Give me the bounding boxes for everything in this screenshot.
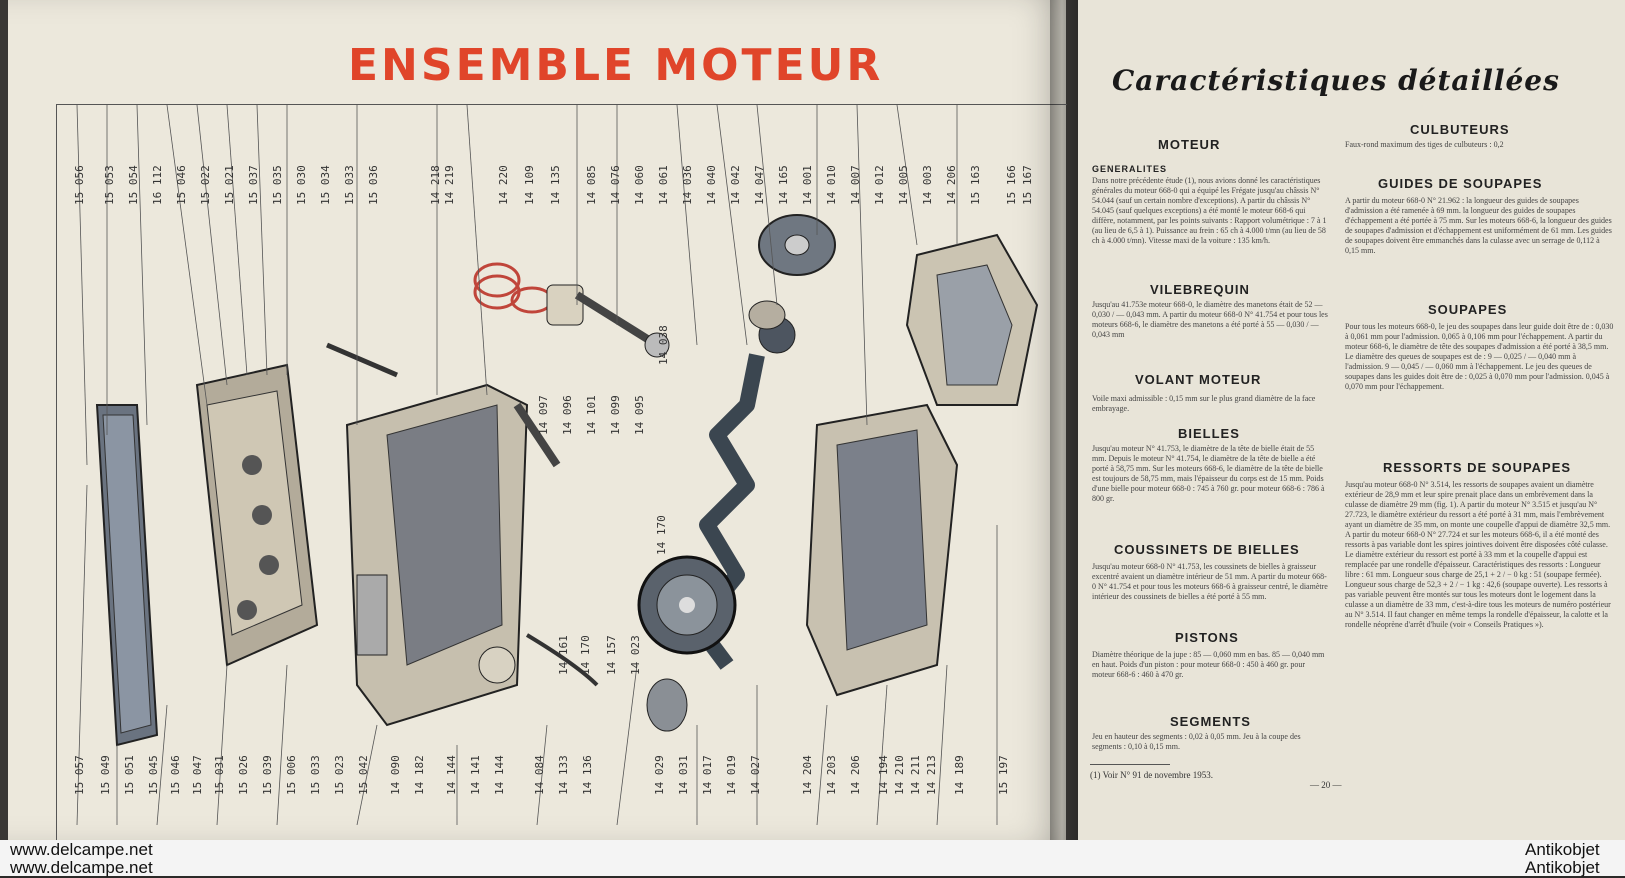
part-label: 14 101 — [585, 395, 598, 435]
watermark-left-top: www.delcampe.net — [10, 840, 153, 859]
part-label: 15 021 — [223, 165, 236, 205]
section-heading-guides-soupapes: GUIDES DE SOUPAPES — [1378, 176, 1543, 191]
part-label: 15 166 — [1005, 165, 1018, 205]
part-label: 14 090 — [389, 755, 402, 795]
part-label: 15 163 — [969, 165, 982, 205]
paragraph-culbuteurs: Faux-rond maximum des tiges de culbuteurs : 0,2 — [1345, 140, 1504, 149]
section-heading-vilebrequin: VILEBREQUIN — [1150, 282, 1250, 297]
page-title-ensemble-moteur: ENSEMBLE MOTEUR — [348, 40, 884, 91]
paragraph-guides-soupapes: A partir du moteur 668-0 N° 21.962 : la longueur des guides de soupapes d'admission a été ramenée à 69 mm. la longueur des guides de soupapes d'échappement a été portée à 75 mm. Sur les moteurs 668-6, la longueur des guides de soupapes d'admission et d'échappement est uniformément de 61 mm. Les guides de soupapes doivent être emmanchés dans la culasse avec un serrage de 0,112 à 0,15 mm. — [1345, 196, 1612, 255]
part-label: 14 005 — [897, 165, 910, 205]
part-label: 14 085 — [585, 165, 598, 205]
part-label: 14 095 — [633, 395, 646, 435]
part-label: 14 194 — [877, 755, 890, 795]
part-label: 14 182 — [413, 755, 426, 795]
part-label: 14 038 — [657, 325, 670, 365]
part-label: 14 001 — [801, 165, 814, 205]
section-heading-moteur: MOTEUR — [1158, 137, 1221, 152]
page-title-caracteristiques: Caractéristiques détaillées — [1112, 64, 1560, 97]
part-label: 14 136 — [581, 755, 594, 795]
part-label: 15 042 — [357, 755, 370, 795]
part-label: 14 084 — [533, 755, 546, 795]
part-label: 15 022 — [199, 165, 212, 205]
part-label: 15 045 — [147, 755, 160, 795]
part-label: 14 027 — [749, 755, 762, 795]
part-label: 14 010 — [825, 165, 838, 205]
part-label: 14 042 — [729, 165, 742, 205]
part-label: 15 035 — [271, 165, 284, 205]
engine-parts-illustration — [57, 105, 1057, 825]
watermark-left-bottom: www.delcampe.net — [10, 858, 153, 877]
page-gutter — [1050, 0, 1080, 840]
part-label: 14 219 — [443, 165, 456, 205]
part-label: 14 061 — [657, 165, 670, 205]
valve-cover-drawing — [97, 405, 157, 745]
part-label: 14 031 — [677, 755, 690, 795]
part-label: 15 036 — [367, 165, 380, 205]
part-label: 14 040 — [705, 165, 718, 205]
paragraph-soupapes: Pour tous les moteurs 668-0, le jeu des soupapes dans leur guide doit être de : 0,030 à 0,061 mm pour l'admission. 0,065 à 0,106 mm pour l'échappement. A partir du moteur 668-6, le diamètre de tête des soupapes d'admission a été porté à 38,5 mm. Le diamètre des queues de soupapes est de : 9 — 0,025 / — 0,040 mm à l'admission. 9 — 0,045 / — 0,060 mm à l'échappement. Le jeu des queues de soupapes dans les guides doit être de : 0,025 à 0,070 mm pour l'admission. 0,045 à 0,070 mm pour l'échappement. — [1345, 322, 1614, 391]
part-label: 14 203 — [825, 755, 838, 795]
part-label: 15 047 — [191, 755, 204, 795]
part-label: 14 204 — [801, 755, 814, 795]
part-label: 14 060 — [633, 165, 646, 205]
part-label: 15 054 — [127, 165, 140, 205]
section-heading-segments: SEGMENTS — [1170, 714, 1251, 729]
part-label: 15 057 — [73, 755, 86, 795]
watermark-right-bottom: Antikobjet — [1525, 858, 1600, 877]
part-label: 15 026 — [237, 755, 250, 795]
part-label: 15 046 — [169, 755, 182, 795]
part-label: 15 039 — [261, 755, 274, 795]
part-label: 14 135 — [549, 165, 562, 205]
section-heading-coussinets: COUSSINETS DE BIELLES — [1114, 542, 1300, 557]
part-label: 14 099 — [609, 395, 622, 435]
part-label: 15 056 — [73, 165, 86, 205]
part-label: 14 206 — [945, 165, 958, 205]
part-label: 14 211 — [909, 755, 922, 795]
part-label: 15 033 — [309, 755, 322, 795]
piston-rings-drawing — [475, 264, 583, 325]
part-label: 15 197 — [997, 755, 1010, 795]
timing-cover-drawing — [907, 235, 1037, 405]
paragraph-ressorts: Jusqu'au moteur 668-0 N° 3.514, les ressorts de soupapes avaient un diamètre extérieur de 28,9 mm et leur spire prenait place dans un embrèvement dans la culasse de diamètre 29 mm (fig. 1). A partir du moteur N° 3.515 et jusqu'au N° 27.723, le diamètre extérieur du ressort a été porté à 31 mm, mais l'embrèvement ayant un diamètre de 35 mm, on monte une coupelle d'appui de diamètre 32,5 mm. A partir du moteur 668-0 N° 27.724 et sur les moteurs 668-6, il a été monté des ressorts à pas variable dont les spires jointives doivent être disposées côté culasse. Le diamètre extérieur du ressort est porté à 33 mm et la coupelle d'appui est remplacée par une rondelle d'épaisseur. Caractéristiques des ressorts : Longueur libre : 61 mm. Longueur sous charge de 25,1 + 2 / − 0 kg : 51 (soupape fermée). Longueur sous charge de 52,3 + 2 / − 1 kg : 42,6 (soupape ouverte). Les ressorts à pas variable peuvent être montés sur tous les moteurs dont le logement dans la culasse a un diamètre de 33 mm, c'est-à-dire tous les moteurs de numéro postérieur au N° 3.514. Il faut changer en même temps la rondelle d'épaisseur, la calotte et la rondelle néoprène d'arrêt d'huile (voir « Conseils Pratiques »). — [1345, 480, 1611, 629]
part-label: 14 007 — [849, 165, 862, 205]
paragraph-vilebrequin: Jusqu'au 41.753e moteur 668-0, le diamètre des manetons était de 52 — 0,030 / — 0,043 mm. A partir du moteur 668-0 N° 41.754 et pour tous les moteurs 668-6, le diamètre des manetons a été porté à 55 — 0,030 / — 0,043 mm — [1092, 300, 1328, 339]
paragraph-volant-moteur: Voile maxi admissible : 0,15 mm sur le plus grand diamètre de la face embrayage. — [1092, 394, 1316, 413]
part-label: 15 030 — [295, 165, 308, 205]
part-label: 14 076 — [609, 165, 622, 205]
part-label: 14 157 — [605, 635, 618, 675]
paragraph-pistons: Diamètre théorique de la jupe : 85 — 0,060 mm en bas. 85 — 0,040 mm en haut. Poids d'un piston : pour moteur 668-0 : 450 à 460 gr. pour moteur 668-6 : 460 à 470 gr. — [1092, 650, 1325, 679]
part-label: 14 023 — [629, 635, 642, 675]
section-heading-bielles: BIELLES — [1178, 426, 1240, 441]
part-label: 14 017 — [701, 755, 714, 795]
part-label: 14 210 — [893, 755, 906, 795]
part-label: 14 165 — [777, 165, 790, 205]
dipstick-drawing — [327, 345, 397, 375]
paragraph-bielles: Jusqu'au moteur N° 41.753, le diamètre de la tête de bielle était de 55 mm. Depuis le moteur N° 41.754, le diamètre de la tête de bielle a été porté à 58,75 mm. Sur les moteurs 668-6, le diamètre de la tête de bielle est toujours de 58,75 mm, mais l'épaisseur du corps est de 15 mm. Poids d'une bielle pour moteur 668-0 : 745 à 760 gr. pour moteur 668-6 : 786 à 800 gr. — [1092, 444, 1325, 503]
part-label: 15 053 — [103, 165, 116, 205]
part-label: 14 029 — [653, 755, 666, 795]
section-heading-culbuteurs: CULBUTEURS — [1410, 122, 1510, 137]
watermark-bar — [0, 840, 1625, 876]
part-label: 14 036 — [681, 165, 694, 205]
paragraph-segments: Jeu en hauteur des segments : 0,02 à 0,05 mm. Jeu à la coupe des segments : 0,10 à 0,15 mm. — [1092, 732, 1301, 751]
part-label: 14 144 — [493, 755, 506, 795]
part-label: 15 034 — [319, 165, 332, 205]
part-label: 15 006 — [285, 755, 298, 795]
section-heading-pistons: PISTONS — [1175, 630, 1239, 645]
part-label: 14 012 — [873, 165, 886, 205]
part-label: 14 213 — [925, 755, 938, 795]
part-label: 14 047 — [753, 165, 766, 205]
part-label: 14 003 — [921, 165, 934, 205]
section-heading-soupapes: SOUPAPES — [1428, 302, 1508, 317]
footnote-divider — [1090, 764, 1170, 765]
part-label: 15 051 — [123, 755, 136, 795]
part-label: 15 037 — [247, 165, 260, 205]
left-page — [8, 0, 1066, 840]
pulley-drawing — [749, 215, 835, 329]
part-label: 15 046 — [175, 165, 188, 205]
section-heading-volant-moteur: VOLANT MOTEUR — [1135, 372, 1262, 387]
connecting-rod-drawing — [517, 295, 669, 465]
part-label: 14 141 — [469, 755, 482, 795]
page-number: — 20 — — [1310, 780, 1342, 790]
exploded-engine-diagram — [56, 104, 1067, 845]
section-heading-ressorts: RESSORTS DE SOUPAPES — [1383, 460, 1572, 475]
paragraph-coussinets: Jusqu'au moteur 668-0 N° 41.753, les coussinets de bielles à graisseur excentré avaient un diamètre intérieur de 51 mm. A partir du moteur 668-0 N° 41.754 et pour tous les moteurs 668-6 à graisseur centré, le diamètre intérieur des coussinets de bielles a été porté à 55 mm. — [1092, 562, 1328, 601]
part-label: 15 167 — [1021, 165, 1034, 205]
subheading-generalites: GENERALITES — [1092, 164, 1168, 174]
part-label: 15 033 — [343, 165, 356, 205]
part-label: 14 097 — [537, 395, 550, 435]
part-label: 15 049 — [99, 755, 112, 795]
paragraph-moteur: Dans notre précédente étude (1), nous avions donné les caractéristiques générales du moteur 668-0 qui a équipé les Frégate jusqu'au châssis N° 54.044 (sauf un certain nombre d'exceptions). A partir du châssis N° 54.045 (sauf quelques exceptions) a été monté le moteur 668-6 qui diffère, notamment, par les points suivants : Rapport volumétrique : 7 à 1 (au lieu de 6,5 à 1). Puissance au frein : 65 ch à 4.000 t/mn (au lieu de 58 ch à 4.000 t/mn). Vitesse maxi de la voiture : 135 km/h. — [1092, 176, 1327, 245]
part-label: 14 220 — [497, 165, 510, 205]
part-label: 15 023 — [333, 755, 346, 795]
watermark-right-top: Antikobjet — [1525, 840, 1600, 859]
part-label: 14 109 — [523, 165, 536, 205]
part-label: 14 189 — [953, 755, 966, 795]
oil-pan-drawing — [807, 405, 957, 695]
part-label: 14 096 — [561, 395, 574, 435]
part-label: 14 019 — [725, 755, 738, 795]
cylinder-head-drawing — [197, 365, 317, 665]
footnote: (1) Voir N° 91 de novembre 1953. — [1090, 770, 1213, 780]
part-label: 16 112 — [151, 165, 164, 205]
engine-block-drawing — [347, 385, 527, 725]
part-label: 14 206 — [849, 755, 862, 795]
part-label: 14 133 — [557, 755, 570, 795]
part-label: 14 170 — [579, 635, 592, 675]
part-label: 14 170 — [655, 515, 668, 555]
part-label: 14 218 — [429, 165, 442, 205]
part-label: 15 031 — [213, 755, 226, 795]
part-label: 14 144 — [445, 755, 458, 795]
part-label: 14 161 — [557, 635, 570, 675]
